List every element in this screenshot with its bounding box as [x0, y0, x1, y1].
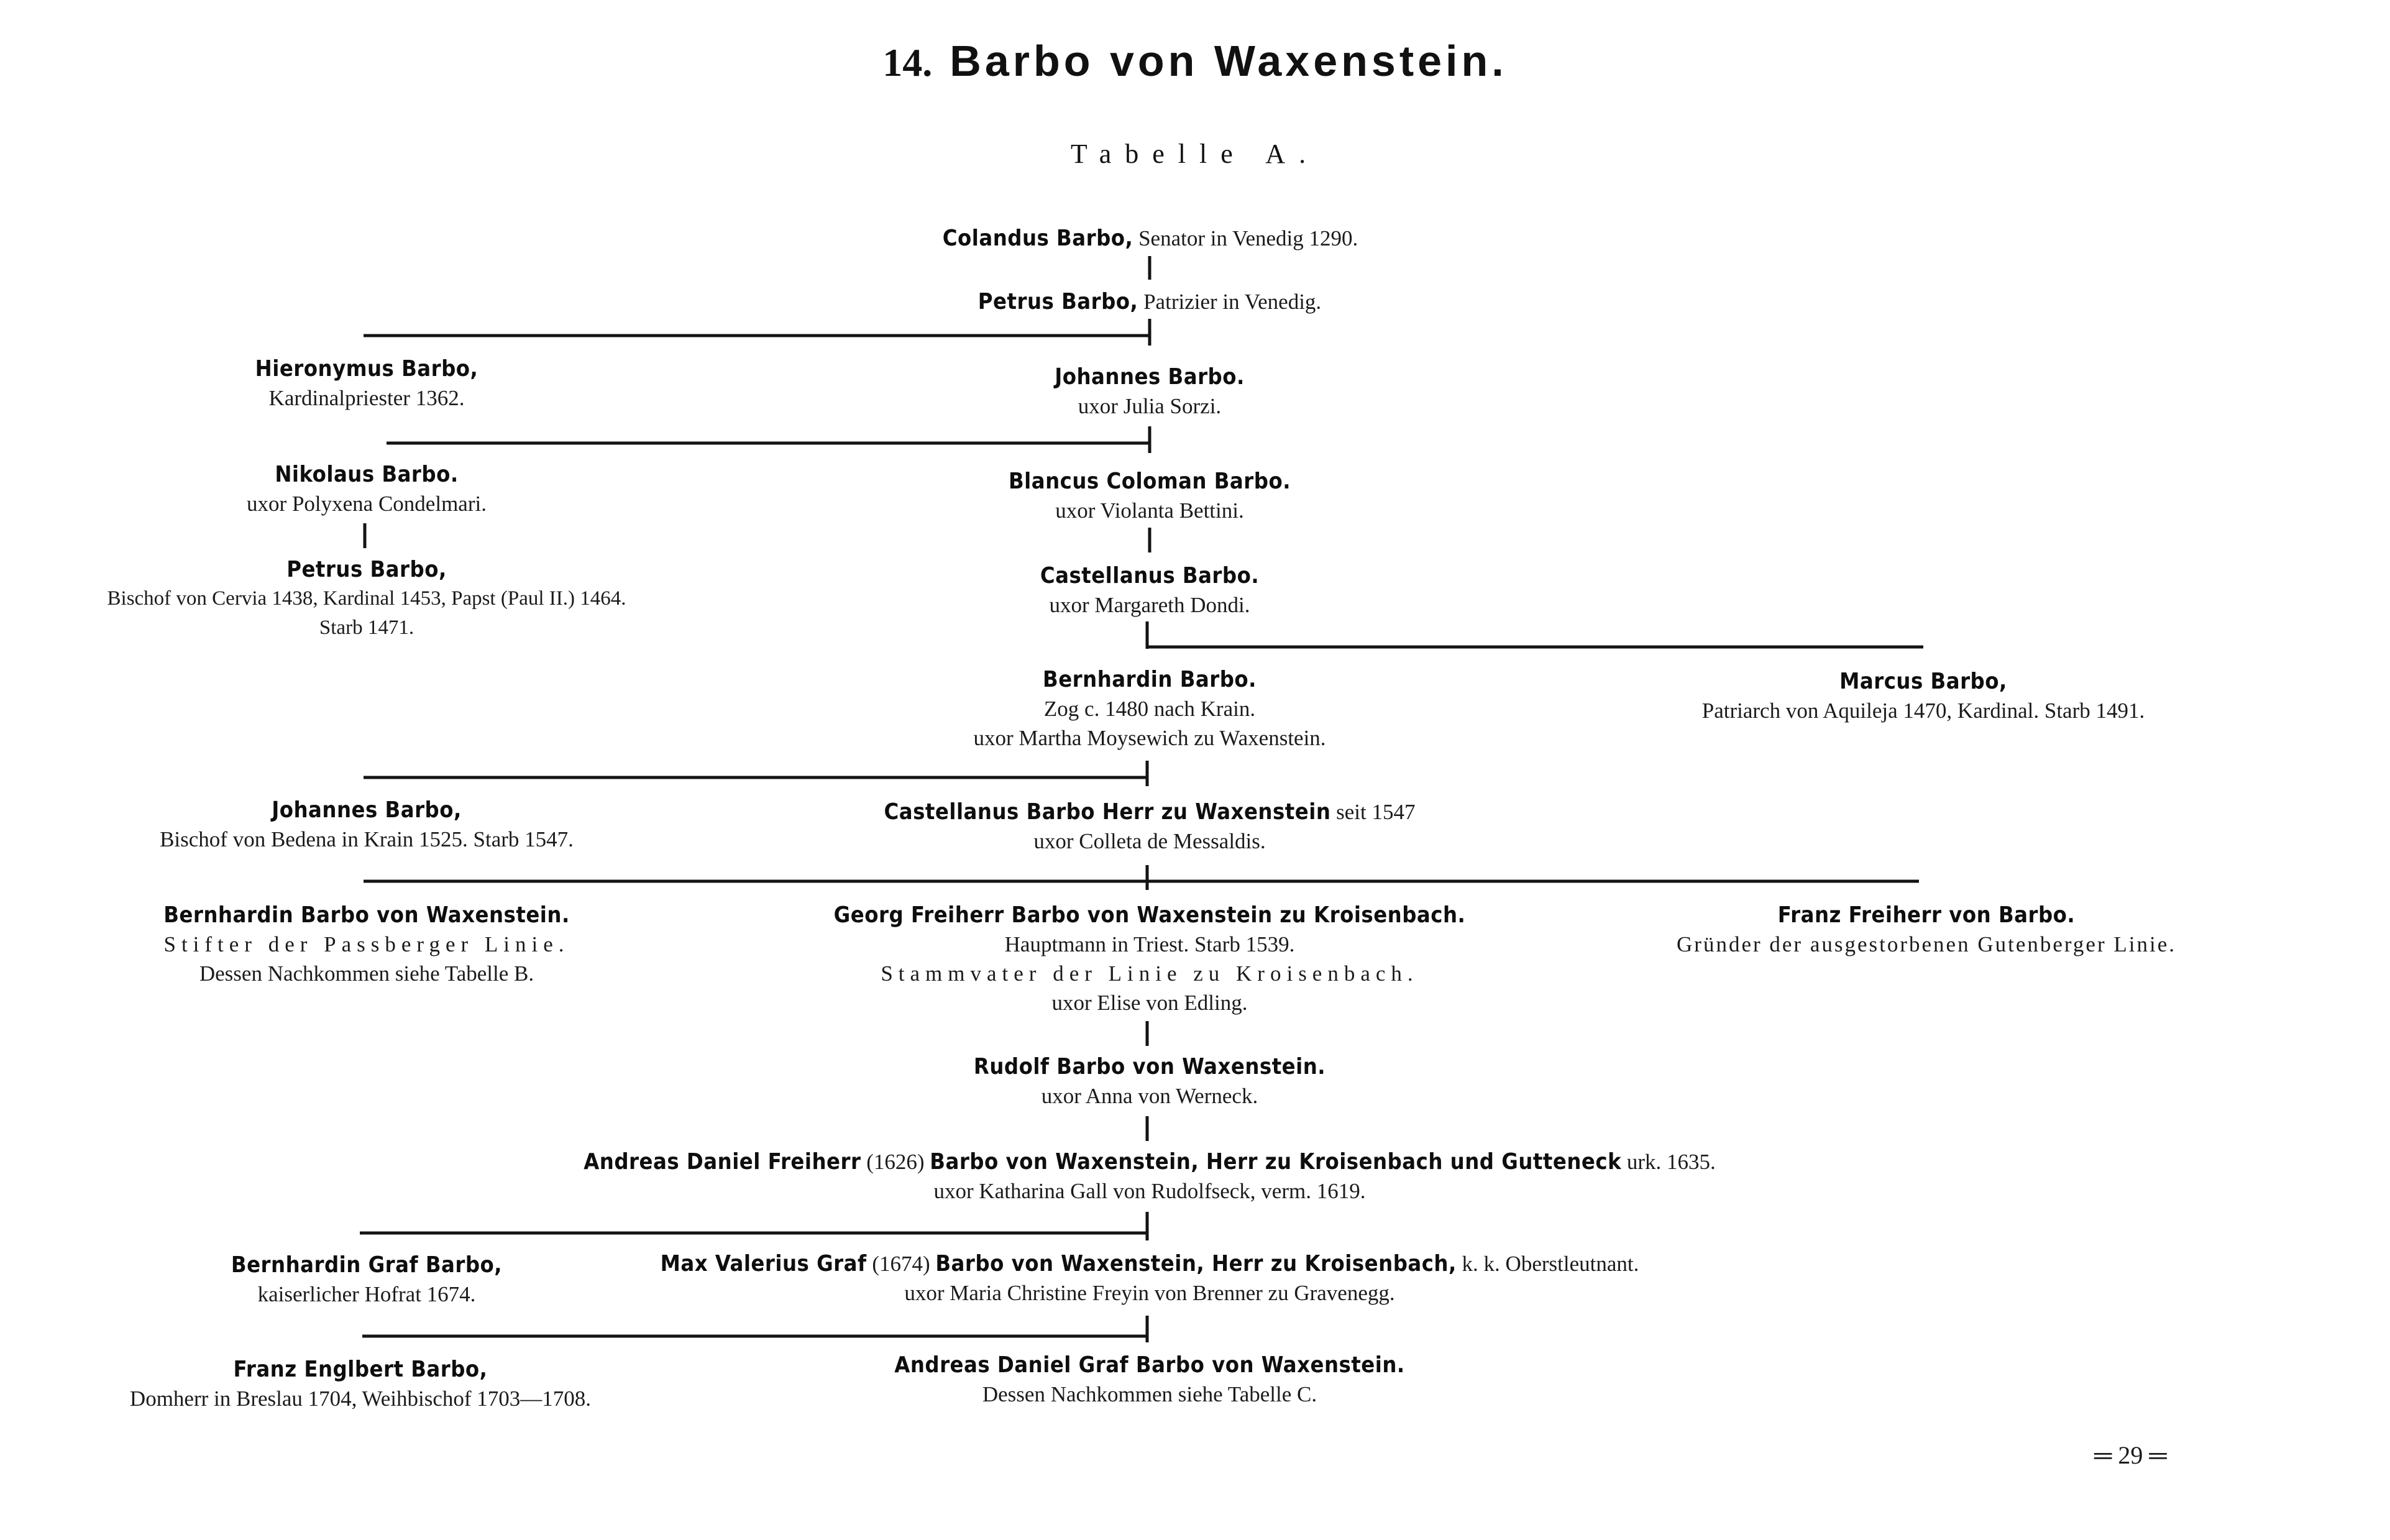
person-detail: urk. 1635.	[1621, 1150, 1716, 1174]
person-spouse: uxor Colleta de Messaldis.	[1033, 829, 1266, 853]
person-spouse: uxor Katharina Gall von Rudolfseck, verm. 1619.	[933, 1179, 1366, 1203]
person-name: Petrus Barbo,	[978, 289, 1138, 314]
person-lineage: Stammvater der Linie zu Kroisenbach.	[881, 961, 1419, 986]
person-spouse: uxor Anna von Werneck.	[1041, 1084, 1258, 1108]
person-bernhardin-barbo-von-waxenstein	[112, 901, 621, 988]
person-name: Castellanus Barbo.	[1040, 563, 1260, 589]
person-name: Johannes Barbo.	[1055, 364, 1245, 390]
person-bernhardin-barbo	[870, 665, 1429, 753]
person-name: Colandus Barbo,	[942, 226, 1133, 251]
person-detail: kaiserlicher Hofrat 1674.	[257, 1282, 476, 1306]
person-spouse: uxor Margareth Dondi.	[1049, 593, 1250, 617]
person-georg-freiherr-barbo	[808, 901, 1491, 1017]
person-max-valerius-graf	[590, 1249, 1709, 1308]
person-reference: Dessen Nachkommen siehe Tabelle B.	[199, 961, 534, 986]
person-petrus-barbo	[932, 287, 1367, 316]
person-detail: Patriarch von Aquileja 1470, Kardinal. Starb 1491.	[1701, 699, 2145, 723]
person-nikolaus-barbo	[149, 460, 584, 518]
person-name: Franz Englbert Barbo,	[233, 1357, 488, 1382]
person-castellanus-barbo-herr	[839, 797, 1460, 856]
person-name: Johannes Barbo,	[272, 797, 462, 823]
person-detail: k. k. Oberstleutnant.	[1456, 1252, 1639, 1276]
person-marcus-barbo	[1616, 667, 2231, 725]
person-johannes-barbo-bishop	[87, 795, 646, 854]
person-detail: Domherr in Breslau 1704, Weihbischof 1703—1708.	[129, 1386, 592, 1411]
person-name: Andreas Daniel Freiherr	[584, 1149, 861, 1175]
page-number: ═ 29 ═	[2094, 1441, 2167, 1469]
person-detail: Senator in Venedig 1290.	[1133, 226, 1358, 250]
family-title: Barbo von Waxenstein.	[950, 37, 1508, 85]
person-name: Nikolaus Barbo.	[275, 462, 459, 487]
person-spouse: uxor Martha Moysewich zu Waxenstein.	[973, 726, 1326, 750]
person-reference: Dessen Nachkommen siehe Tabelle C.	[982, 1382, 1317, 1406]
person-detail: Zog c. 1480 nach Krain.	[1043, 697, 1256, 721]
person-name-cont: Barbo von Waxenstein, Herr zu Kroisenbach,	[935, 1251, 1457, 1276]
person-rudolf-barbo	[870, 1052, 1429, 1111]
person-death: Starb 1471.	[319, 616, 414, 639]
person-title-year: (1674)	[866, 1252, 936, 1276]
person-spouse: uxor Maria Christine Freyin von Brenner zu Gravenegg.	[904, 1281, 1395, 1305]
person-blancus-coloman-barbo	[901, 467, 1398, 525]
person-detail: seit 1547	[1330, 800, 1416, 824]
table-subtitle: Tabelle A.	[1070, 139, 1320, 169]
person-detail: Kardinalpriester 1362.	[268, 386, 465, 410]
person-name-cont: Barbo von Waxenstein, Herr zu Kroisenbach und Gutteneck	[930, 1149, 1622, 1175]
person-name: Bernhardin Graf Barbo,	[231, 1252, 503, 1278]
person-name: Georg Freiherr Barbo von Waxenstein zu Kroisenbach.	[833, 902, 1466, 928]
person-detail: Stifter der Passberger Linie.	[163, 932, 570, 956]
person-hieronymus-barbo	[149, 354, 584, 413]
person-andreas-daniel-graf	[839, 1350, 1460, 1409]
person-detail: Bischof von Cervia 1438, Kardinal 1453, Papst (Paul II.) 1464.	[107, 587, 626, 610]
person-detail: Gründer der ausgestorbenen Gutenberger Linie.	[1677, 932, 2176, 956]
person-name: Bernhardin Barbo.	[1043, 667, 1257, 692]
person-castellanus-barbo	[901, 561, 1398, 620]
person-name: Andreas Daniel Graf Barbo von Waxenstein.	[894, 1352, 1405, 1378]
person-spouse: uxor Elise von Edling.	[1051, 991, 1248, 1015]
person-andreas-daniel-freiherr	[528, 1147, 1771, 1206]
person-franz-englbert-barbo	[50, 1355, 671, 1413]
person-title-year: (1626)	[861, 1150, 930, 1174]
person-spouse: uxor Violanta Bettini.	[1055, 498, 1244, 523]
person-colandus-barbo	[917, 224, 1383, 253]
person-detail: Hauptmann in Triest. Starb 1539.	[1004, 932, 1295, 956]
person-petrus-barbo-pope	[25, 555, 708, 643]
person-spouse: uxor Polyxena Condelmari.	[247, 492, 487, 516]
person-name: Franz Freiherr von Barbo.	[1777, 902, 2076, 928]
person-detail: Bischof von Bedena in Krain 1525. Starb 1547.	[160, 827, 574, 851]
person-name: Bernhardin Barbo von Waxenstein.	[163, 902, 570, 928]
person-name: Castellanus Barbo Herr zu Waxenstein	[884, 799, 1331, 825]
person-detail: Patrizier in Venedig.	[1138, 290, 1322, 314]
person-name: Max Valerius Graf	[660, 1251, 867, 1276]
chapter-number: 14.	[882, 40, 933, 85]
person-name: Rudolf Barbo von Waxenstein.	[973, 1054, 1326, 1079]
person-bernhardin-graf-barbo	[149, 1250, 584, 1309]
person-name: Hieronymus Barbo,	[255, 356, 478, 382]
person-name: Blancus Coloman Barbo.	[1008, 469, 1291, 494]
person-name: Petrus Barbo,	[286, 557, 447, 582]
person-franz-freiherr-von-barbo	[1616, 901, 2237, 959]
person-spouse: uxor Julia Sorzi.	[1078, 394, 1222, 418]
person-johannes-barbo	[932, 362, 1367, 421]
person-name: Marcus Barbo,	[1839, 669, 2007, 694]
